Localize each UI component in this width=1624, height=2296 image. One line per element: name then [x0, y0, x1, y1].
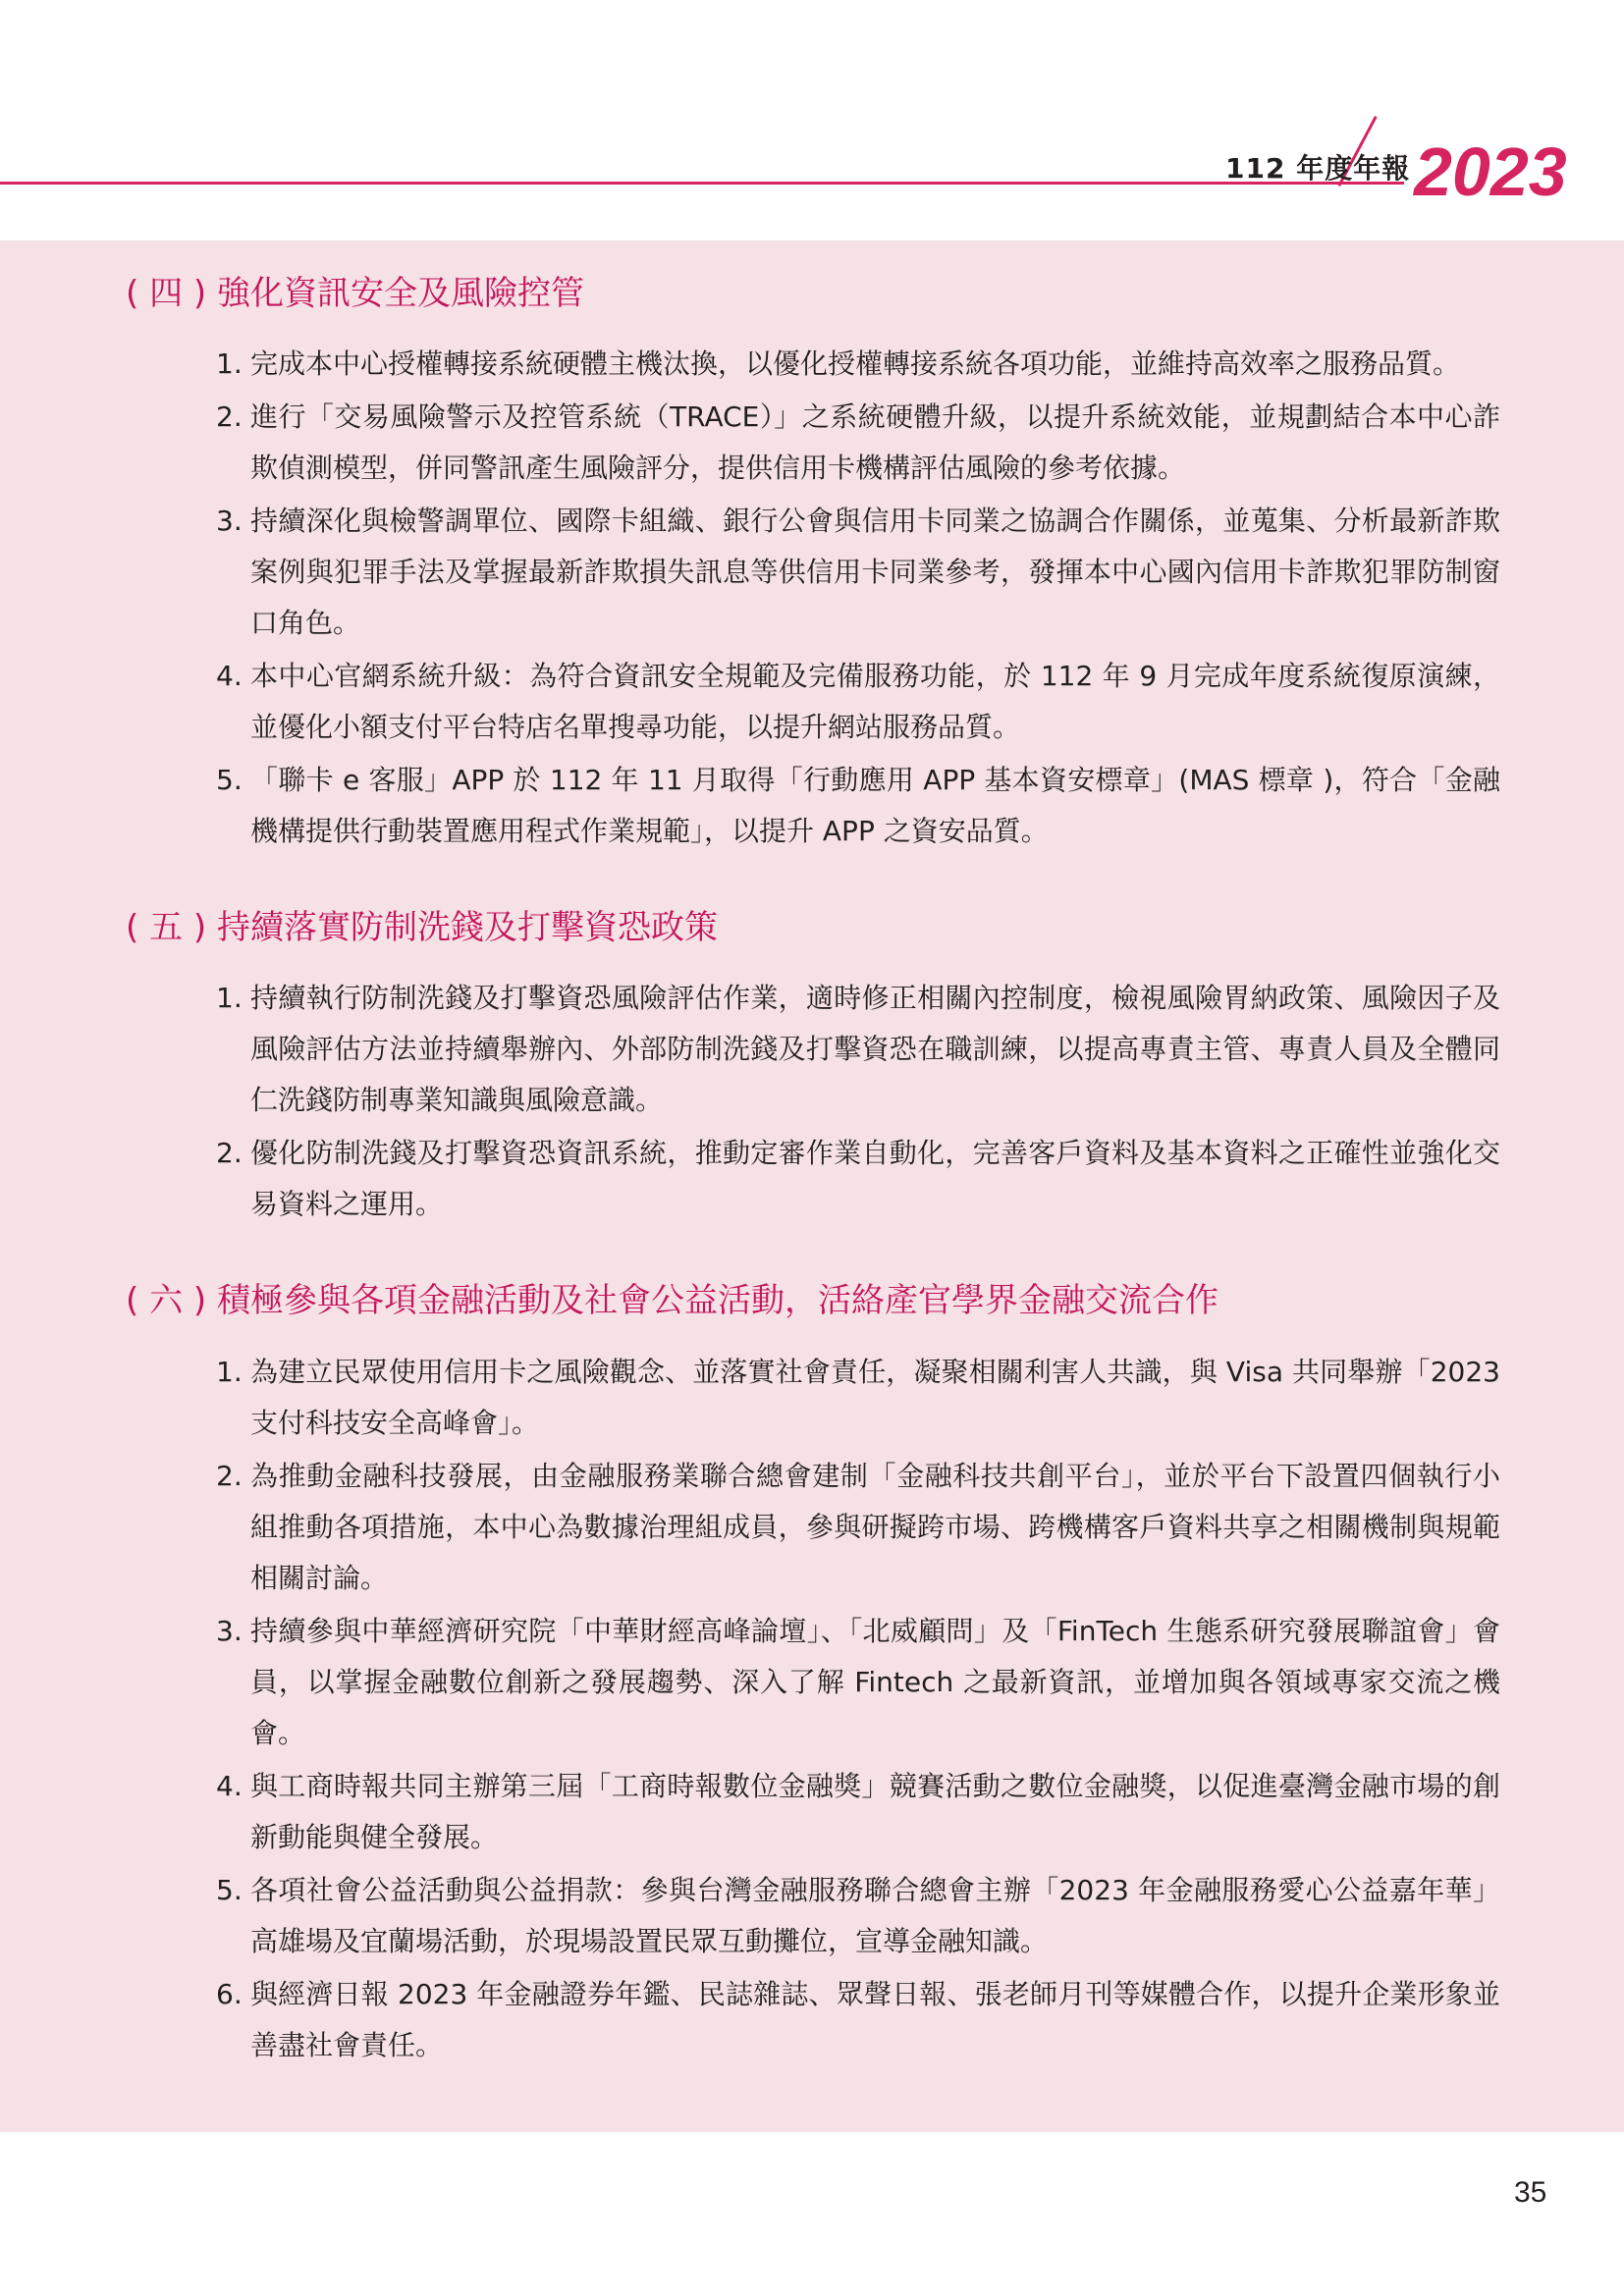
item-number: 1.	[216, 982, 243, 1015]
list-item	[126, 1451, 1500, 1604]
section-title: ( 四 ) 強化資訊安全及風險控管	[126, 274, 584, 313]
section-title: ( 五 ) 持續落實防制洗錢及打擊資恐政策	[126, 908, 718, 948]
list-item	[126, 651, 1500, 753]
item-number: 5.	[216, 1873, 243, 1906]
item-number: 3.	[216, 1614, 243, 1647]
item-number: 2.	[216, 1459, 243, 1492]
list-item	[126, 496, 1500, 649]
list-item	[126, 1128, 1500, 1230]
item-text: 與經濟日報 2023 年金融證券年鑑、民誌雜誌、眾聲日報、張老師月刊等媒體合作，以提升企業形象並善盡社會責任。	[250, 1977, 1500, 2061]
item-text: 持續執行防制洗錢及打擊資恐風險評估作業，適時修正相關內控制度，檢視風險胃納政策、風險因子及風險評估方法並持續舉辦內、外部防制洗錢及打擊資恐在職訓練，以提高專責主管、專責人員及全體同仁洗錢防制專業知識與風險意識。	[250, 982, 1500, 1117]
list-item	[126, 339, 1500, 390]
item-number: 4.	[216, 660, 243, 693]
list-item	[126, 973, 1500, 1126]
item-text: 進行「交易風險警示及控管系統（TRACE）」之系統硬體升級，以提升系統效能，並規劃結合本中心詐欺偵測模型，併同警訊產生風險評分，提供信用卡機構評估風險的參考依據。	[250, 400, 1500, 485]
item-number: 3.	[216, 505, 243, 538]
item-number: 1.	[216, 347, 243, 381]
list-item	[126, 392, 1500, 494]
item-number: 2.	[216, 400, 243, 434]
page-content	[126, 250, 1520, 2073]
sections	[126, 272, 1520, 2071]
list-item	[126, 1347, 1500, 1449]
item-number: 2.	[216, 1137, 243, 1170]
page-header	[0, 0, 1624, 240]
list-item	[126, 1606, 1500, 1759]
report-year: 2023	[1414, 133, 1567, 210]
item-text: 為建立民眾使用信用卡之風險觀念、並落實社會責任，凝聚相關利害人共識，與 Visa 共同舉辦「2023 支付科技安全高峰會」。	[250, 1355, 1500, 1439]
item-text: 「聯卡 e 客服」APP 於 112 年 11 月取得「行動應用 APP 基本資安標章」(MAS 標章 )，符合「金融機構提供行動裝置應用程式作業規範」，以提升 APP 之資安品質。	[250, 764, 1500, 848]
item-number: 6.	[216, 1977, 243, 2010]
item-text: 持續參與中華經濟研究院「中華財經高峰論壇」、「北威顧問」及「FinTech 生態系研究發展聯誼會」會員，以掌握金融數位創新之發展趨勢、深入了解 Fintech 之最新資訊，並增加與各領域專家交流之機會。	[250, 1614, 1500, 1749]
report-label: 112 年度年報	[1225, 152, 1411, 185]
item-text: 為推動金融科技發展，由金融服務業聯合總會建制「金融科技共創平台」，並於平台下設置四個執行小組推動各項措施，本中心為數據治理組成員，參與研擬跨市場、跨機構客戶資料共享之相關機制與規範相關討論。	[250, 1459, 1500, 1594]
page-number: 35	[1514, 2176, 1547, 2209]
list-item	[126, 1865, 1500, 1967]
list-item	[126, 1761, 1500, 1863]
item-text: 與工商時報共同主辦第三屆「工商時報數位金融獎」競賽活動之數位金融獎，以促進臺灣金融市場的創新動能與健全發展。	[250, 1769, 1500, 1853]
item-number: 4.	[216, 1769, 243, 1802]
header-rule	[0, 182, 1404, 185]
section-title: ( 六 ) 積極參與各項金融活動及社會公益活動，活絡產官學界金融交流合作	[126, 1281, 1218, 1321]
item-text: 優化防制洗錢及打擊資恐資訊系統，推動定審作業自動化，完善客戶資料及基本資料之正確性並強化交易資料之運用。	[250, 1137, 1500, 1221]
item-text: 各項社會公益活動與公益捐款：參與台灣金融服務聯合總會主辦「2023 年金融服務愛心公益嘉年華」高雄場及宜蘭場活動，於現場設置民眾互動攤位，宣導金融知識。	[250, 1873, 1500, 1957]
list-item	[126, 755, 1500, 857]
list-item	[126, 1969, 1500, 2071]
item-text: 完成本中心授權轉接系統硬體主機汰換，以優化授權轉接系統各項功能，並維持高效率之服務品質。	[250, 347, 1461, 381]
item-text: 本中心官網系統升級：為符合資訊安全規範及完備服務功能，於 112 年 9 月完成年度系統復原演練，並優化小額支付平台特店名單搜尋功能，以提升網站服務品質。	[250, 660, 1500, 744]
item-number: 1.	[216, 1355, 243, 1388]
item-text: 持續深化與檢警調單位、國際卡組織、銀行公會與信用卡同業之協調合作關係，並蒐集、分析最新詐欺案例與犯罪手法及掌握最新詐欺損失訊息等供信用卡同業參考，發揮本中心國內信用卡詐欺犯罪防制窗口角色。	[250, 505, 1500, 640]
item-number: 5.	[216, 764, 243, 797]
